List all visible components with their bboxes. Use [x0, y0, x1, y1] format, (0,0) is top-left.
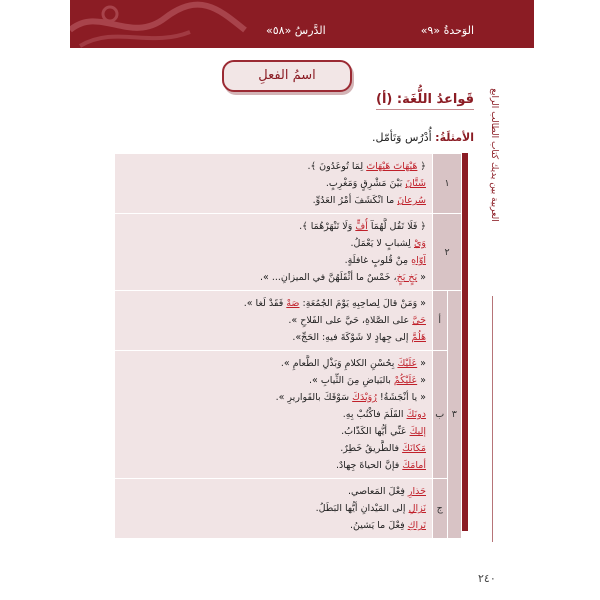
example-row [115, 291, 462, 351]
page-header [70, 0, 534, 48]
sentence-text: ما انْكَشَفَ أمْرُ العَدُوِّ. [312, 195, 398, 206]
example-sentences [115, 291, 433, 351]
example-sentence [119, 423, 426, 440]
example-sentence [119, 355, 426, 372]
lesson-number: الدَّرسُ «٥٨» [266, 24, 326, 37]
sentence-text: على الصَّلاةِ، حَيَّ على الفَلاحِ ». [288, 315, 413, 326]
row-number: ٣ [447, 291, 462, 539]
header-decoration [70, 0, 250, 48]
side-book-title-text: العربية بين يديك كتاب الطالب الرابع [489, 88, 499, 222]
verb-noun-highlight: صَهْ [286, 298, 300, 309]
verb-noun-highlight: هَلُمَّ [411, 332, 426, 343]
verb-noun-highlight: سُرعانَ [397, 195, 426, 206]
unit-number: الوَحدةُ «٩» [420, 24, 474, 37]
example-row [115, 214, 462, 291]
sentence-text: بَيْنَ مَشْرِقٍ وَمَغْرِبٍ. [325, 178, 406, 189]
verb-noun-highlight: أمامَكَ [402, 460, 426, 471]
example-row [115, 154, 462, 214]
sentence-text: لِشبابٍ لا يَعْمَلُ. [350, 238, 414, 249]
verb-noun-highlight: وَيْ [413, 238, 426, 249]
verb-noun-highlight: نَزالِ [408, 503, 426, 514]
sentence-text: مِنْ قُلوبٍ غافلَةٍ. [344, 255, 412, 266]
sentence-text: إلى جِهادٍ لا شَوْكَةَ فيهِ: الحَجِّ». [292, 332, 412, 343]
example-sentence [119, 235, 426, 252]
examples-table [114, 153, 462, 539]
example-sentence [119, 483, 426, 500]
sentence-text: ﴿ [417, 161, 426, 172]
row-sub-letter: أ [433, 291, 448, 351]
sentence-text: ، خَمْسٌ ما أثْقَلَهُنَّ في الميزانِ... ». [259, 272, 397, 283]
verb-noun-highlight: بَخٍ بَخٍ [396, 272, 418, 283]
example-sentence [119, 372, 426, 389]
example-sentence [119, 269, 426, 286]
example-sentence [119, 312, 426, 329]
sentence-text: « [417, 272, 426, 283]
table-edge-decoration [462, 153, 468, 531]
example-sentences [115, 154, 433, 214]
sentence-text: فَقَدْ لَغا ». [243, 298, 287, 309]
sentence-text: فِعْلَ المَعاصي. [348, 486, 408, 497]
example-row [115, 351, 462, 479]
verb-noun-highlight: أُفٍّ [355, 221, 368, 232]
sentence-text: فالطَّريقُ خَطِرٌ. [340, 443, 403, 454]
verb-noun-highlight: شَتَّانَ [405, 178, 426, 189]
verb-noun-highlight: رُوَيْدَكَ [352, 392, 377, 403]
example-sentence [119, 457, 426, 474]
example-sentence [119, 500, 426, 517]
row-sub-letter: ب [433, 351, 448, 479]
examples-label-instruction: أُدْرُس وَتَأمّل. [372, 131, 436, 144]
example-sentence [119, 440, 426, 457]
sentence-text: بِحُسْنِ الكلامِ وَبَذْلِ الطَّعامِ ». [280, 358, 398, 369]
sentence-text: « يا أنْجَشَةُ! [376, 392, 426, 403]
verb-noun-highlight: حَيَّ [412, 315, 426, 326]
verb-noun-highlight: حَذارِ [407, 486, 426, 497]
sentence-text: « [417, 375, 426, 386]
example-sentence [119, 175, 426, 192]
example-sentence [119, 192, 426, 209]
verb-noun-highlight: إليكَ [409, 426, 426, 437]
example-sentence [119, 517, 426, 534]
example-sentence [119, 406, 426, 423]
sentence-text: فإنَّ الحياةَ جِهادٌ. [336, 460, 403, 471]
page-title: اسمُ الفعلِ [222, 60, 352, 92]
row-number: ٢ [433, 214, 462, 291]
example-sentence [119, 218, 426, 235]
sentence-text: سَوْقَكَ بالقَواريرِ ». [275, 392, 353, 403]
sentence-text: القَلَمَ فاكْتُبْ بِهِ. [342, 409, 407, 420]
verb-noun-highlight: دونَكَ [406, 409, 426, 420]
example-sentences [115, 351, 433, 479]
example-row [115, 479, 462, 539]
example-sentence [119, 158, 426, 175]
sentence-text: وَلَا تَنْهَرْهُمَا ﴾. [299, 221, 356, 232]
sentence-text: « [417, 358, 426, 369]
example-sentences [115, 214, 433, 291]
verb-noun-highlight: هَيْهَاتَ هَيْهَاتَ [366, 161, 418, 172]
section-title: قَواعدُ اللُّغَة: (أ) [376, 92, 474, 110]
row-number: ١ [433, 154, 462, 214]
example-sentences [115, 479, 433, 539]
sentence-text: فِعْلَ ما يَشينُ. [350, 520, 408, 531]
example-sentence [119, 329, 426, 346]
verb-noun-highlight: عَلَيْكُمْ [393, 375, 418, 386]
verb-noun-highlight: آوّاهِ [411, 255, 426, 266]
examples-label [372, 131, 474, 144]
sentence-text: ﴿ فَلَا تَقُل لَّهُمَآ [367, 221, 426, 232]
example-sentence [119, 252, 426, 269]
sentence-text: « وَمَنْ قالَ لِصاحِبِهِ يَوْمَ الجُمُعَةِ: [299, 298, 426, 309]
side-book-title [487, 88, 501, 450]
verb-noun-highlight: عَلَيْكَ [397, 358, 418, 369]
examples-label-bold: الأمثلَةُ: [435, 131, 474, 144]
verb-noun-highlight: مَكانَكَ [402, 443, 426, 454]
sentence-text: عَنِّي أيُّها الكَذّابُ. [341, 426, 410, 437]
example-sentence [119, 295, 426, 312]
sentence-text: إلى المَيْدانِ أيُّها البَطَلُ. [315, 503, 409, 514]
page-number: ٢٤٠ [478, 572, 496, 585]
example-sentence [119, 389, 426, 406]
verb-noun-highlight: تَراكِ [407, 520, 426, 531]
sentence-text: لِمَا تُوعَدُونَ ﴾. [307, 161, 367, 172]
side-divider [492, 296, 493, 542]
sentence-text: بالبَياضِ مِنَ الثِّيابِ ». [309, 375, 394, 386]
row-sub-letter: ج [433, 479, 448, 539]
